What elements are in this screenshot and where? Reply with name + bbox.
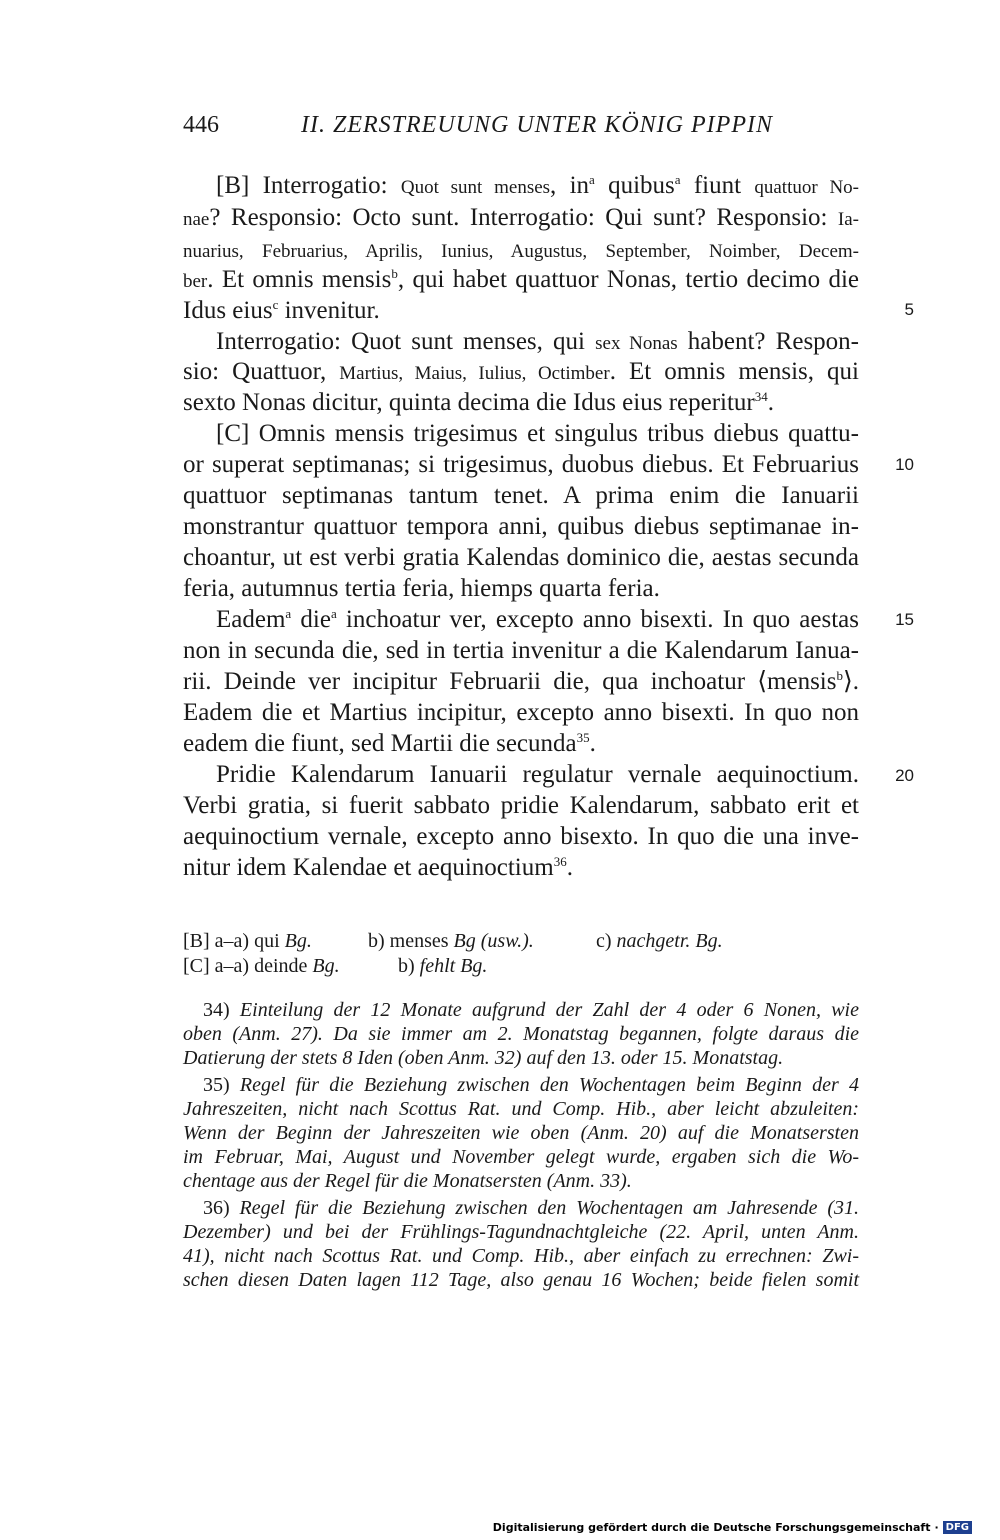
apparatus-entry: c) nachgetr. Bg. <box>596 930 723 952</box>
text-line: non in secunda die, sed in tertia invenitur a die Kalendarum Ianua- <box>183 637 859 664</box>
text-line: sio: Quattuor, Martius, Maius, Iulius, Octimber. Et omnis mensis, qui <box>183 358 859 385</box>
apparatus-entry: [B] a–a) qui Bg. <box>183 930 312 952</box>
text-line: [C] Omnis mensis trigesimus et singulus tribus diebus quattu- <box>216 420 859 447</box>
dfg-logo: DFG <box>943 1521 972 1534</box>
footnote-line: oben (Anm. 27). Da sie immer am 2. Monatstag begannen, folgte daraus die <box>183 1023 859 1045</box>
text-line: aequinoctium vernale, excepto anno bisexto. In quo die una inve- <box>183 823 859 850</box>
text-line: Interrogatio: Quot sunt menses, qui sex Nonas habent? Respon- <box>216 328 859 355</box>
apparatus-entry: [C] a–a) deinde Bg. <box>183 955 340 977</box>
footnote-line: 34) Einteilung der 12 Monate aufgrund der Zahl der 4 oder 6 Nonen, wie <box>203 999 859 1021</box>
footnote-line: 36) Regel für die Beziehung zwischen den Wochentagen am Jahresende (31. <box>203 1197 859 1219</box>
apparatus-entry: b) menses Bg (usw.). <box>368 930 534 952</box>
text-line: eadem die fiunt, sed Martii die secunda$^{35}$. <box>183 730 596 757</box>
text-line: monstrantur quattuor tempora anni, quibus diebus septimanae in- <box>183 513 859 540</box>
footnote-line: im Februar, Mai, August und November gelegt wurde, ergaben sich die Wo- <box>183 1146 859 1168</box>
text-line: rii. Deinde ver incipitur Februarii die, qua inchoatur ⟨mensis$^b$⟩. <box>183 668 859 695</box>
text-line: Idus eius$^c$ invenitur. <box>183 297 380 324</box>
digitization-credit: Digitalisierung gefördert durch die Deutsche Forschungsgemeinschaft · DFG <box>493 1521 972 1534</box>
running-title: II. ZERSTREUUNG UNTER KÖNIG PIPPIN <box>301 112 773 138</box>
text-line: sexto Nonas dicitur, quinta decima die Idus eius reperitur$^{34}$. <box>183 389 775 416</box>
footnote-line: schen diesen Daten lagen 112 Tage, also genau 16 Wochen; beide fielen somit <box>183 1269 859 1291</box>
line-number: 10 <box>895 455 914 474</box>
apparatus-entry: b) fehlt Bg. <box>398 955 488 977</box>
footnote-line: chentage aus der Regel für die Monatsersten (Anm. 33). <box>183 1170 632 1192</box>
footnote-line: Datierung der stets 8 Iden (oben Anm. 32) auf den 13. oder 15. Monatstag. <box>183 1047 784 1069</box>
text-line: Eadem die et Martius incipitur, excepto anno bisexti. In quo non <box>183 699 859 726</box>
footnote-line: Dezember) und bei der Frühlings-Tagundnachtgleiche (22. April, unten Anm. <box>183 1221 859 1243</box>
text-line: Pridie Kalendarum Ianuarii regulatur vernale aequinoctium. <box>216 761 859 788</box>
text-line: nuarius, Februarius, Aprilis, Iunius, Augustus, September, Noimber, Decem- <box>183 241 859 262</box>
line-number: 20 <box>895 766 914 785</box>
line-number: 5 <box>904 300 914 319</box>
text-line: ber. Et omnis mensis$^b$, qui habet quattuor Nonas, tertio decimo die <box>183 266 859 293</box>
text-line: Eadem$^a$ die$^a$ inchoatur ver, excepto anno bisexti. In quo aestas <box>216 606 860 633</box>
text-line: nitur idem Kalendae et aequinoctium$^{36}$. <box>183 854 573 881</box>
text-line: feria, autumnus tertia feria, hiemps quarta feria. <box>183 575 660 602</box>
footnote-line: Jahreszeiten, nicht nach Scottus Rat. und Comp. Hib., aber leicht abzuleiten: <box>183 1098 859 1120</box>
text-line: quattuor septimanas tantum tenet. A prima enim die Ianuarii <box>183 482 859 509</box>
line-number: 15 <box>895 610 914 629</box>
footnote-line: 41), nicht nach Scottus Rat. und Comp. Hib., aber einfach zu errechnen: Zwi- <box>183 1245 859 1267</box>
text-line: nae? Responsio: Octo sunt. Interrogatio: Qui sunt? Responsio: Ia- <box>183 204 859 231</box>
text-line: [B] Interrogatio: Quot sunt menses, $in^a$ quibus$^a$ fiunt quattuor No- <box>216 172 860 199</box>
text-line: Verbi gratia, si fuerit sabbato pridie Kalendarum, sabbato erit et <box>183 792 859 819</box>
page-header <box>183 112 855 152</box>
text-line: choantur, ut est verbi gratia Kalendas dominico die, aestas secunda <box>183 544 859 571</box>
footnote-line: Wenn der Beginn der Jahreszeiten wie oben (Anm. 20) auf die Monatsersten <box>183 1122 859 1144</box>
text-line: or superat septimanas; si trigesimus, duobus diebus. Et Februarius <box>183 451 859 478</box>
page-number: 446 <box>183 112 219 138</box>
credit-text: Digitalisierung gefördert durch die Deutsche Forschungsgemeinschaft <box>492 1521 931 1534</box>
footnote-line: 35) Regel für die Beziehung zwischen den Wochentagen beim Beginn der 4 <box>203 1074 859 1096</box>
